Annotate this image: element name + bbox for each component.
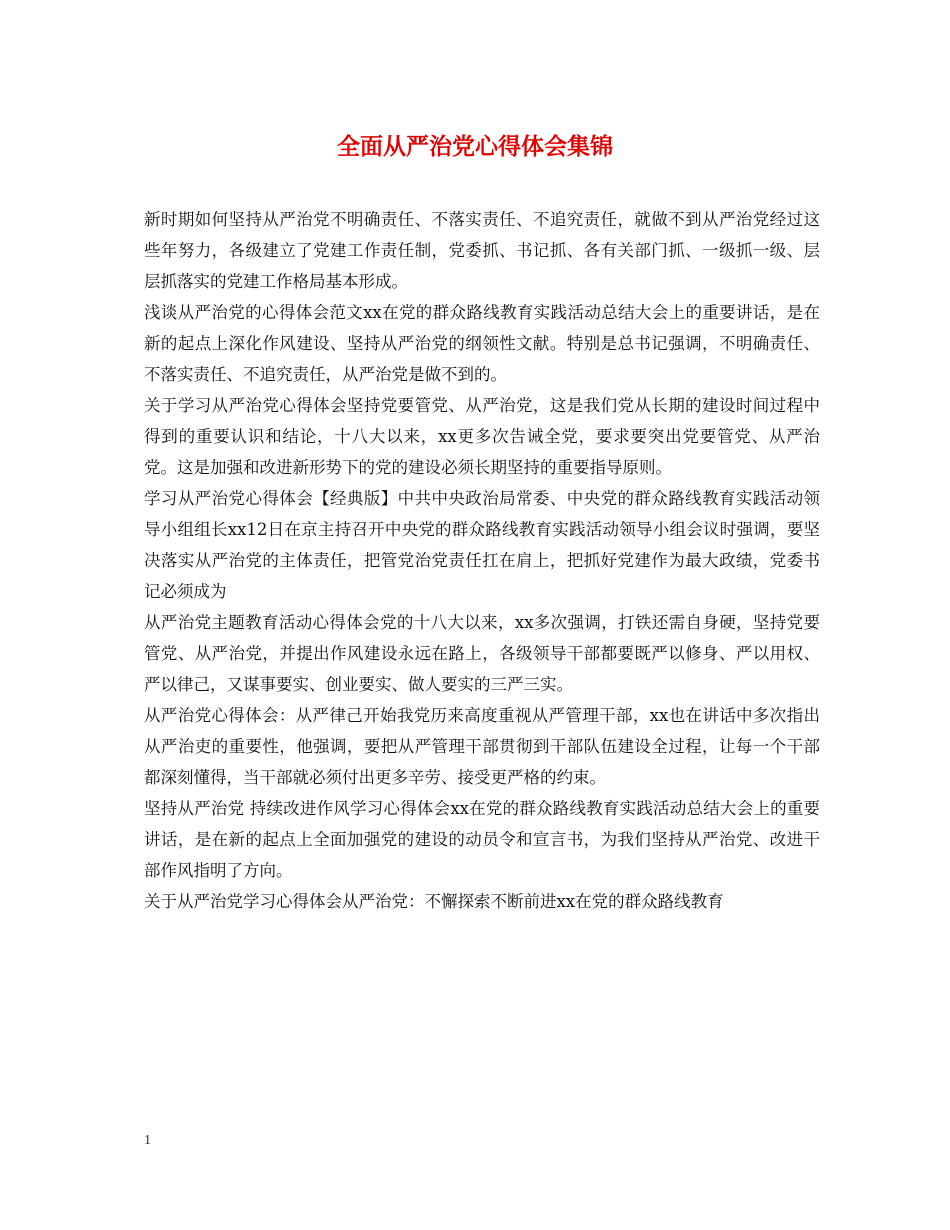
document-body — [144, 204, 820, 917]
paragraph-2: 浅谈从严治党的心得体会范文xx在党的群众路线教育实践活动总结大会上的重要讲话，是在新的起点上深化作风建设、坚持从严治党的纲领性文献。特别是总书记强调，不明确责任、不落实责任、不追究责任，从严治党是做不到的。 — [144, 303, 820, 384]
paragraph-5: 从严治党主题教育活动心得体会党的十八大以来，xx多次强调，打铁还需自身硬，坚持党要管党、从严治党，并提出作风建设永远在路上，各级领导干部都要既严以修身、严以用权、严以律己，又谋事要实、创业要实、做人要实的三严三实。 — [144, 613, 820, 694]
paragraph-4: 学习从严治党心得体会【经典版】中共中央政治局常委、中央党的群众路线教育实践活动领导小组组长xx12日在京主持召开中央党的群众路线教育实践活动领导小组会议时强调，要坚决落实从严治党的主体责任，把管党治党责任扛在肩上，把抓好党建作为最大政绩，党委书记必须成为 — [144, 489, 820, 601]
paragraph-6: 从严治党心得体会：从严律己开始我党历来高度重视从严管理干部，xx也在讲话中多次指出从严治吏的重要性，他强调，要把从严管理干部贯彻到干部队伍建设全过程，让每一个干部都深刻懂得，当干部就必须付出更多辛劳、接受更严格的约束。 — [144, 706, 820, 787]
paragraph-3: 关于学习从严治党心得体会坚持党要管党、从严治党，这是我们党从长期的建设时间过程中得到的重要认识和结论，十八大以来，xx更多次告诫全党，要求要突出党要管党、从严治党。这是加强和改进新形势下的党的建设必须长期坚持的重要指导原则。 — [144, 396, 820, 477]
document-title: 全面从严治党心得体会集锦 — [337, 133, 613, 160]
paragraph-7: 坚持从严治党 持续改进作风学习心得体会xx在党的群众路线教育实践活动总结大会上的重要讲话，是在新的起点上全面加强党的建设的动员令和宣言书，为我们坚持从严治党、改进干部作风指明了方向。 — [144, 799, 820, 880]
paragraph-1: 新时期如何坚持从严治党不明确责任、不落实责任、不追究责任，就做不到从严治党经过这些年努力，各级建立了党建工作责任制，党委抓、书记抓、各有关部门抓、一级抓一级、层层抓落实的党建工作格局基本形成。 — [144, 210, 820, 291]
page-number: 1 — [144, 1133, 151, 1148]
paragraph-8: 关于从严治党学习心得体会从严治党：不懈探索不断前进xx在党的群众路线教育 — [144, 892, 724, 911]
